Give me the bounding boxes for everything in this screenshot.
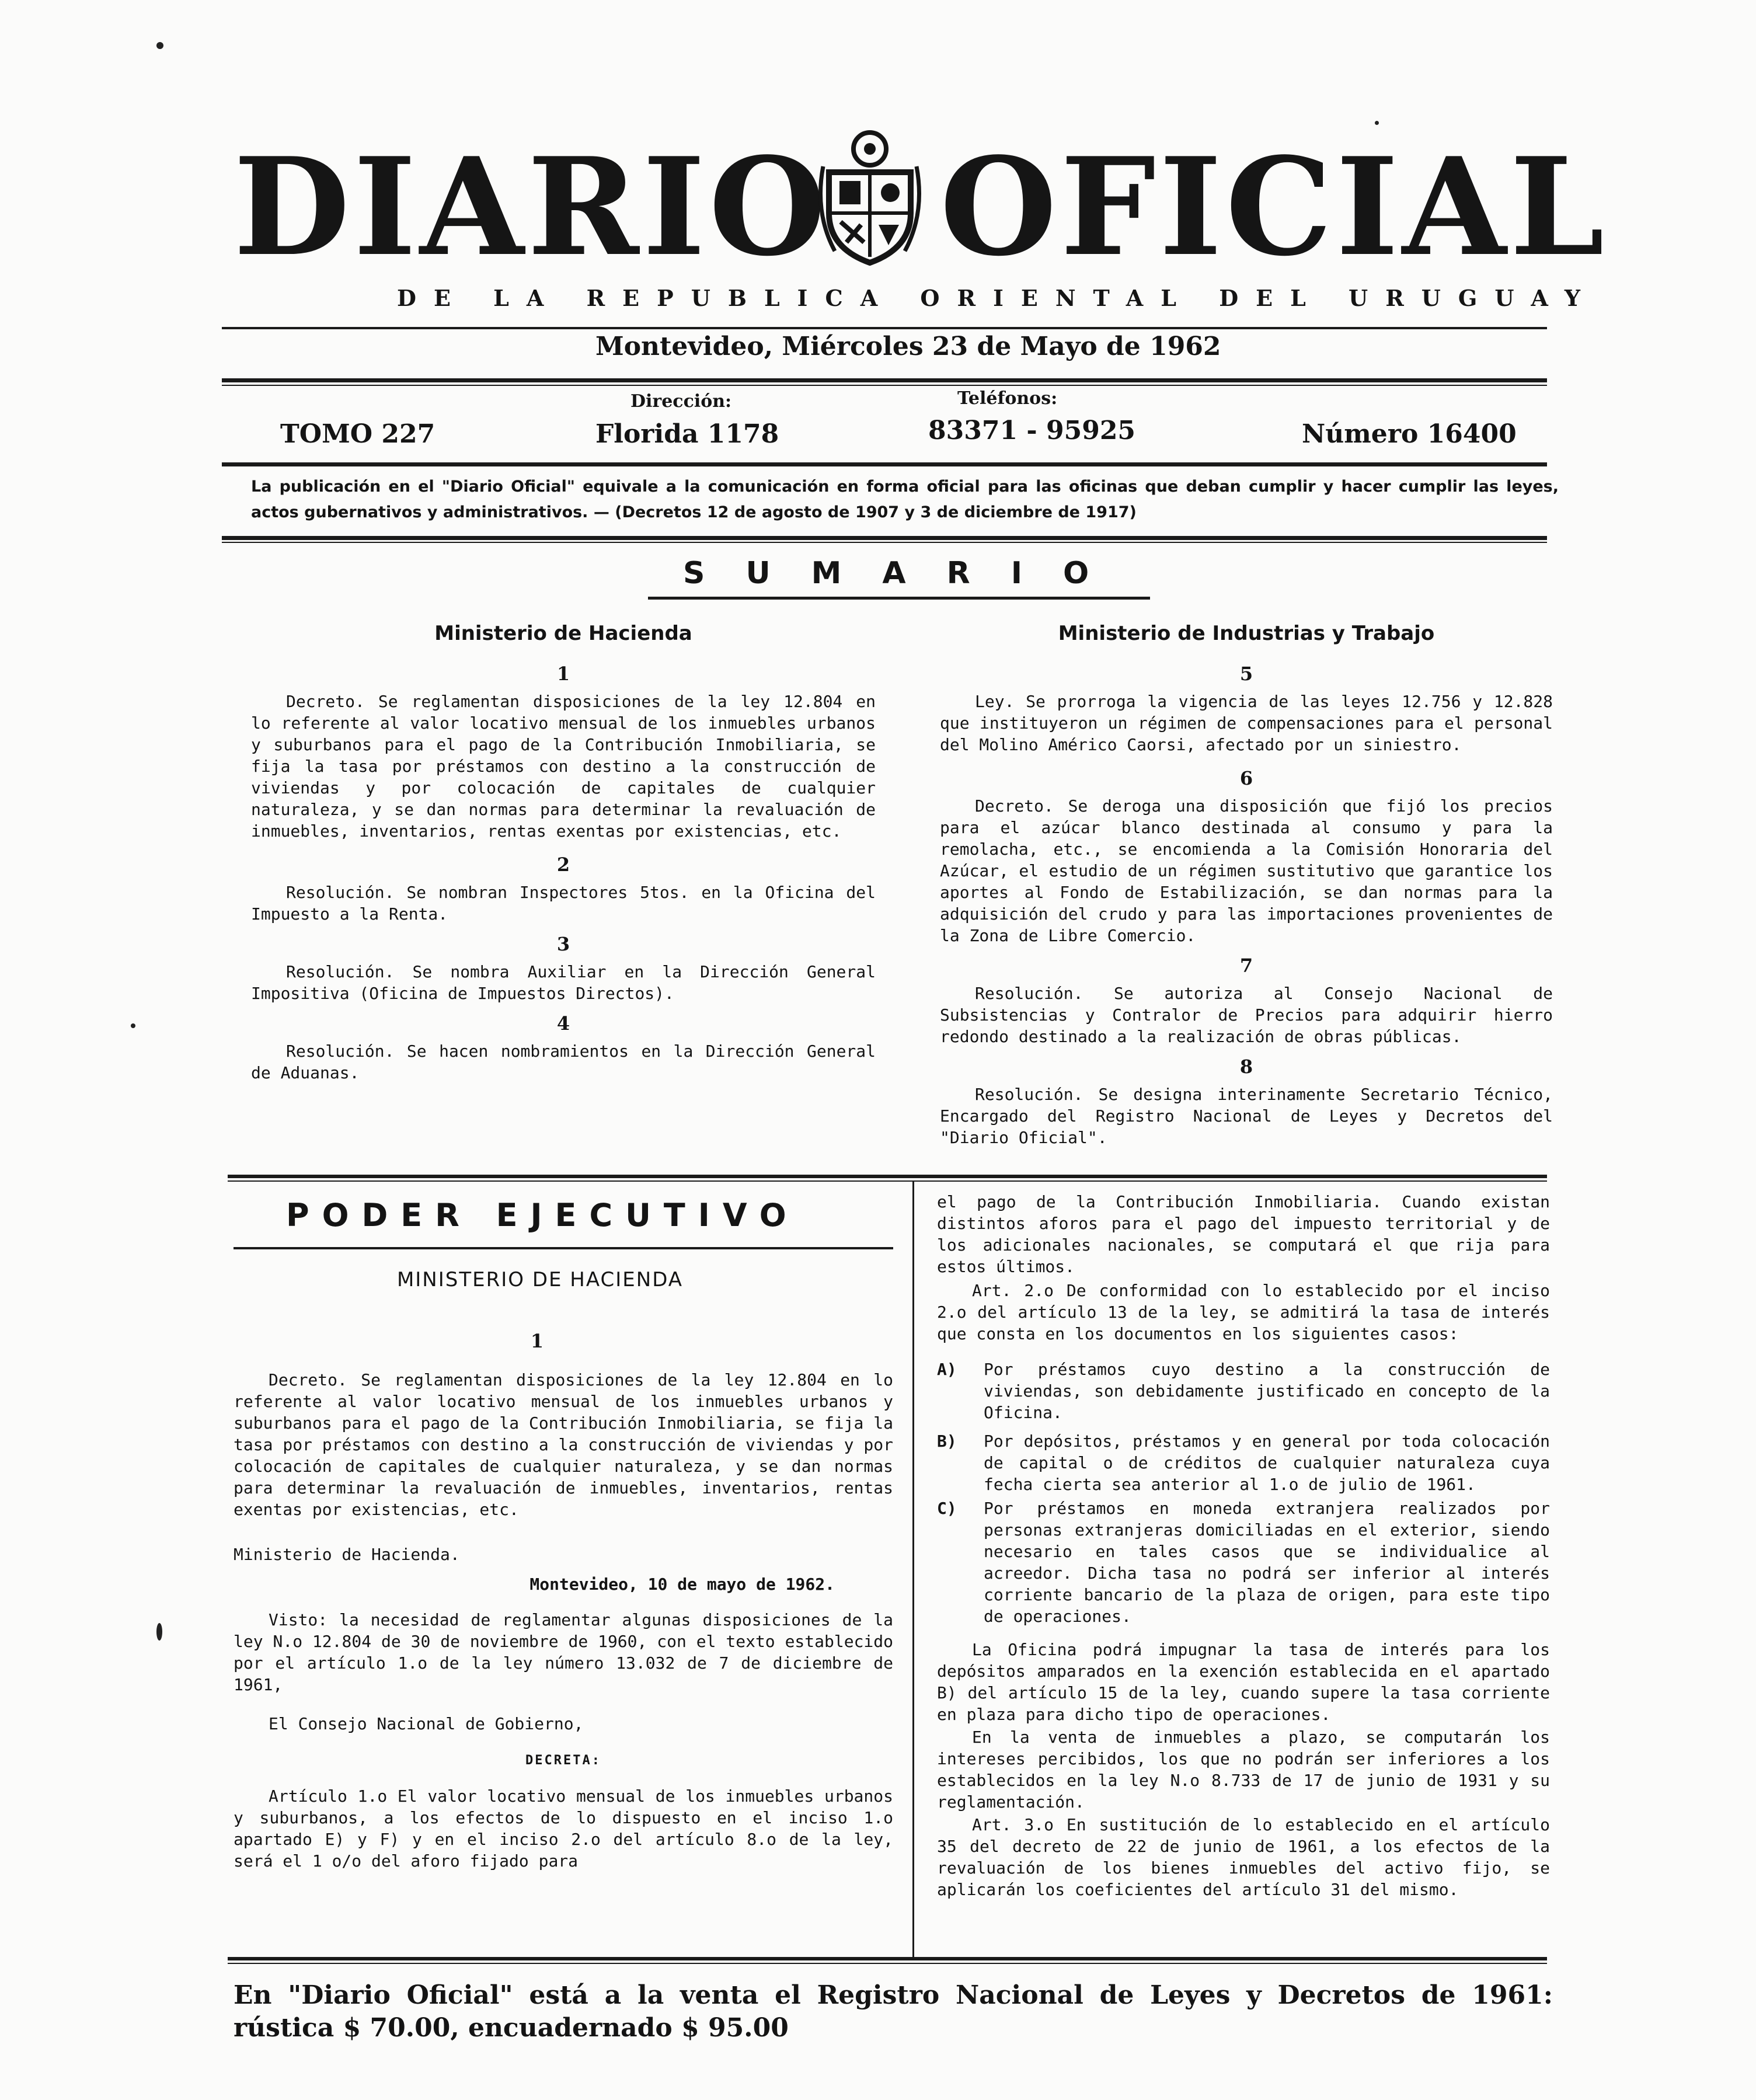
rule (228, 1957, 1547, 1960)
ministerio-line: Ministerio de Hacienda. (234, 1545, 460, 1564)
sumario-item-3: Resolución. Se nombra Auxiliar en la Dirección General Impositiva (Oficina de Impuestos Directos). (251, 962, 876, 1003)
rule (222, 378, 1547, 382)
scan-speck (1375, 121, 1379, 125)
case-text: Por préstamos cuyo destino a la construcción de viviendas, son debidamente justificado en concepto de la Oficina. (984, 1360, 1550, 1422)
sumario-item-8: Resolución. Se designa interinamente Secretario Técnico, Encargado del Registro Nacional de Leyes y Decretos del "Diario Oficial". (940, 1085, 1553, 1147)
case-a (937, 1359, 1550, 1423)
continuation-paragraph: el pago de la Contribución Inmobiliaria. Cuando existan distintos aforos para el pago del impuesto territorial y de los adicionales nacionales, se computará el que rija para estos últimos. (937, 1192, 1550, 1276)
sumario-title: SUMARIO (683, 556, 1130, 591)
decree-number: 1 (530, 1330, 544, 1352)
dateline: Montevideo, Miércoles 23 de Mayo de 1962 (595, 332, 1221, 361)
sumario-item-5: Ley. Se prorroga la vigencia de las leyes 12.756 y 12.828 que instituyeron un régimen de compensaciones para el personal del Molino Américo Caorsi, afectado por un siniestro. (940, 692, 1553, 754)
rule (222, 536, 1547, 540)
poder-ejecutivo-title: PODER EJECUTIVO (286, 1197, 799, 1234)
body-right-column (937, 1191, 1550, 1900)
rule (648, 597, 1150, 600)
consejo-line: El Consejo Nacional de Gobierno, (269, 1714, 584, 1733)
rule (234, 1247, 893, 1249)
case-b (937, 1430, 1550, 1495)
case-text: Por préstamos en moneda extranjera realizados por personas extranjeras domiciliadas en el exterior, siendo necesario en tales casos que se individualice al acreedor. Dicha tasa no podrá ser inferior al interés corriente bancario de la plaza de origen, para este tipo de operaciones. (984, 1499, 1550, 1626)
case-text: Por depósitos, préstamos y en general por toda colocación de capital o de créditos de cualquier naturaleza cuya fecha cierta sea anterior al 1.o de julio de 1961. (984, 1432, 1550, 1494)
item-number: 1 (556, 663, 570, 685)
scan-speck (131, 1023, 135, 1028)
rule (228, 1963, 1547, 1964)
articulo-1: Artículo 1.o El valor locativo mensual de los inmuebles urbanos y suburbanos, a los efectos de lo dispuesto en el inciso 1.o apartado E) y F) y en el inciso 2.o del artículo 8.o de la ley, será el 1 o/o del aforo fijado para (234, 1786, 893, 1871)
rule (228, 1175, 1547, 1178)
venta-paragraph: En la venta de inmuebles a plazo, se computarán los intereses percibidos, los que no podrán ser inferiores a los establecidos en la ley N.o 8.733 de 17 de junio de 1931 y su reglamentación. (937, 1728, 1550, 1812)
rule (222, 385, 1547, 386)
telefonos: 83371 - 95925 (928, 416, 1136, 445)
case-letter: C) (937, 1499, 957, 1518)
scan-speck (156, 1623, 162, 1641)
sumario-item-6: Decreto. Se deroga una disposición que fijó los precios para el azúcar blanco destinada al consumo y para la remolacha, etc., se encomienda a la Comisión Honoraria del Azúcar, el estudio de un régimen sustitutivo que garantice los aportes al Fondo de Estabilización, se dan normas para la adquisición del crudo y para las importaciones provenientes de la Zona de Libre Comercio. (940, 796, 1553, 945)
visto-paragraph: Visto: la necesidad de reglamentar algunas disposiciones de la ley N.o 12.804 de 30 de noviembre de 1960, con el texto establecido por el artículo 1.o de la ley número 13.032 de 7 de diciembre de 1961, (234, 1610, 893, 1694)
direccion-label: Dirección: (630, 391, 732, 412)
place-date: Montevideo, 10 de mayo de 1962. (529, 1575, 835, 1594)
masthead-title-left: DIARIO (234, 128, 830, 286)
scan-speck (156, 42, 163, 49)
oficina-paragraph: La Oficina podrá impugnar la tasa de interés para los depósitos amparados en la exención establecida en el apartado B) del artículo 15 de la ley, cuando supere la tasa corriente en plaza para dicho tipo de operaciones. (937, 1640, 1550, 1724)
rule (222, 327, 1547, 329)
direccion: Florida 1178 (595, 419, 779, 449)
sumario-item-4: Resolución. Se hacen nombramientos en la Dirección General de Aduanas. (251, 1042, 876, 1082)
sumario-item-2: Resolución. Se nombran Inspectores 5tos. en la Oficina del Impuesto a la Renta. (251, 883, 876, 924)
item-number: 7 (1239, 955, 1253, 977)
tomo: TOMO 227 (280, 419, 435, 449)
rule (222, 462, 1547, 466)
footer-advertisement: En "Diario Oficial" está a la venta el Registro Nacional de Leyes y Decretos de 1961: rústica $ 70.00, encuadernado $ 95.00 (234, 1980, 1553, 2043)
item-number: 2 (556, 854, 570, 876)
sumario-right-column (940, 622, 1553, 1148)
item-number: 5 (1239, 663, 1253, 685)
rule (228, 1180, 1547, 1182)
sumario-left-column (251, 622, 876, 1084)
masthead-subtitle: DE LA REPUBLICA ORIENTAL DEL URUGUAY (397, 285, 1598, 311)
masthead (234, 128, 1608, 286)
item-number: 4 (556, 1012, 570, 1035)
numero: Número 16400 (1302, 419, 1517, 449)
decreto-summary: Decreto. Se reglamentan disposiciones de la ley 12.804 en lo referente al valor locativo mensual de los inmuebles urbanos y suburbanos para el pago de la Contribución Inmobiliaria, se fija la tasa por préstamos con destino a la construcción de viviendas y por colocación de capitales de cualquier naturaleza, y se dan normas para determinar la revaluación de inmuebles, inventarios, rentas exentas por existencias, etc. (234, 1370, 893, 1519)
articulo-2: Art. 2.o De conformidad con lo establecido por el inciso 2.o del artículo 13 de la ley, se admitirá la tasa de interés que consta en los documentos en los siguientes casos: (937, 1281, 1550, 1343)
sumario-item-7: Resolución. Se autoriza al Consejo Nacional de Subsistencias y Contralor de Precios para adquirir hierro redondo destinado a la realización de obras públicas. (940, 984, 1553, 1046)
decreta-label: DECRETA: (525, 1753, 601, 1768)
column-divider (912, 1182, 914, 1958)
case-letter: B) (937, 1432, 957, 1451)
sumario-left-heading: Ministerio de Hacienda (434, 622, 692, 645)
body-left-column (234, 1369, 893, 1872)
rule (222, 542, 1547, 543)
ministerio-heading: MINISTERIO DE HACIENDA (396, 1268, 684, 1291)
item-number: 8 (1239, 1056, 1253, 1078)
sumario-item-1: Decreto. Se reglamentan disposiciones de la ley 12.804 en lo referente al valor locativo mensual de los inmuebles urbanos y suburbanos para el pago de la Contribución Inmobiliaria, se fija la tasa por préstamos con destino a la construcción de viviendas y por colocación de capitales de cualquier naturaleza, y se dan normas para determinar la revaluación de inmuebles, inventarios, rentas exentas por existencias, etc. (251, 692, 876, 841)
item-number: 3 (556, 933, 570, 955)
case-c (937, 1497, 1550, 1627)
masthead-title-right: OFICIAL (940, 128, 1608, 286)
coat-of-arms-icon (811, 126, 928, 271)
item-number: 6 (1239, 767, 1253, 789)
case-letter: A) (937, 1360, 957, 1379)
telefonos-label: Teléfonos: (957, 388, 1058, 409)
articulo-3: Art. 3.o En sustitución de lo establecido en el artículo 35 del decreto de 22 de junio de 1961, a los efectos de la revaluación de los bienes inmuebles del activo fijo, se aplicarán los coeficientes del artículo 31 del mismo. (937, 1815, 1550, 1899)
sumario-right-heading: Ministerio de Industrias y Trabajo (1058, 622, 1435, 645)
legal-notice: La publicación en el "Diario Oficial" equivale a la comunicación en forma oficial para las oficinas que deban cumplir y hacer cumplir las leyes, actos gubernativos y administrativos. — (Decretos 12 de agosto de 1907 y 3 de diciembre de 1917) (251, 478, 1559, 521)
